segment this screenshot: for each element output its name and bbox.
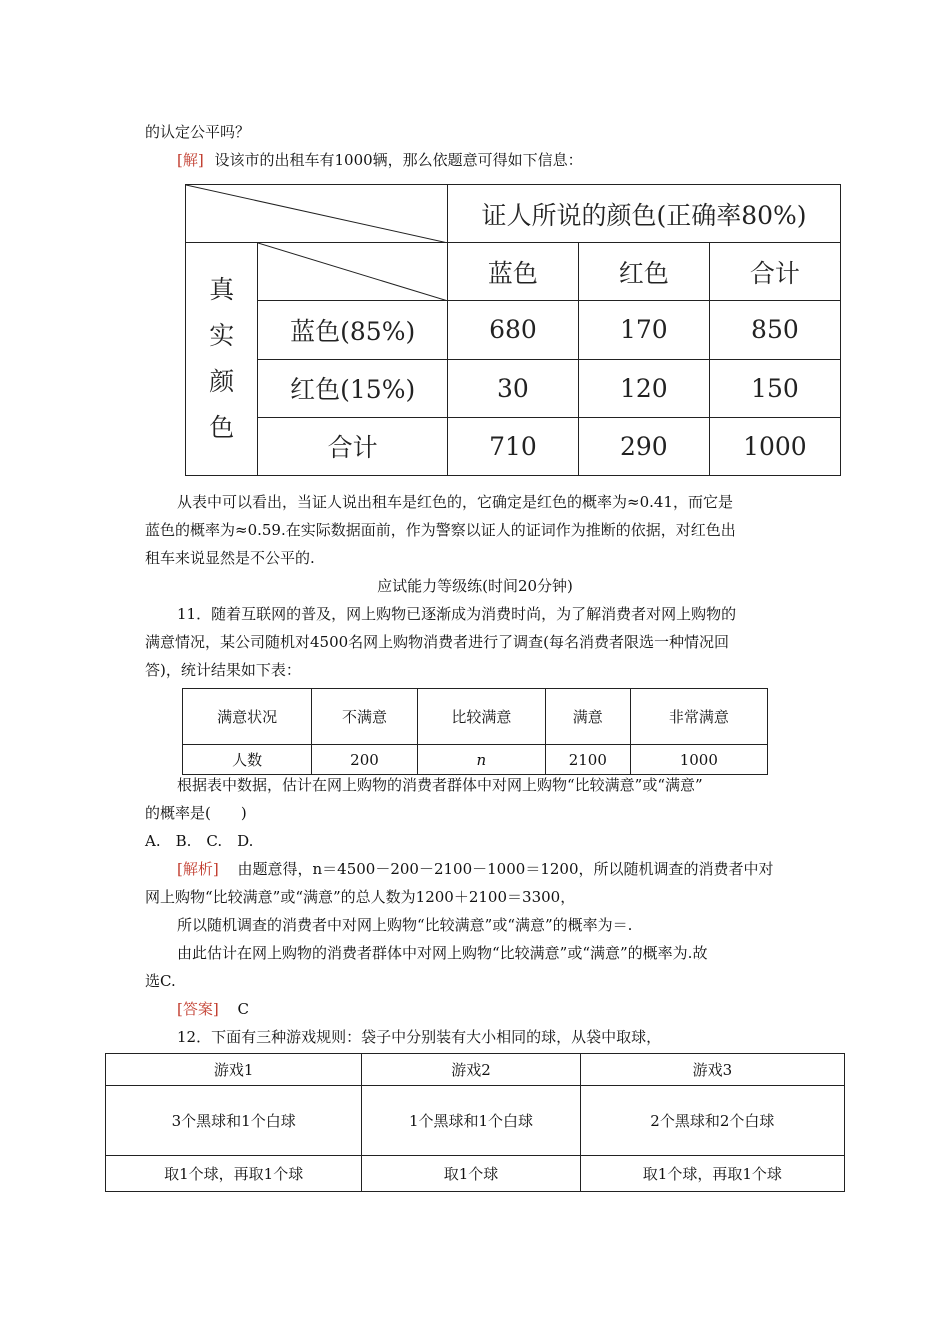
analysis-line [177, 859, 774, 879]
cell: 1000 [709, 417, 840, 475]
satisfaction-table [182, 688, 768, 775]
cell: 人数 [183, 745, 312, 775]
cell: 120 [578, 359, 709, 417]
cell: 200 [312, 745, 417, 775]
table1-inner-diagonal [258, 243, 448, 301]
table2-header: 不满意 [312, 689, 417, 745]
row-label: 蓝色(85%) [258, 301, 448, 359]
cell: 2个黑球和2个白球 [580, 1086, 844, 1156]
table-row [186, 301, 841, 359]
cell: 取1个球 [362, 1156, 580, 1192]
table2-header: 非常满意 [630, 689, 767, 745]
table2-header: 满意 [545, 689, 630, 745]
cell: 850 [709, 301, 840, 359]
cell: 170 [578, 301, 709, 359]
side-char: 颜 [209, 367, 235, 397]
text-line: 选C. [145, 972, 176, 990]
game-rules-table [105, 1053, 845, 1192]
table2-header: 比较满意 [417, 689, 545, 745]
solution-text: 设该市的出租车有1000辆，那么依题意可得如下信息： [214, 151, 583, 169]
taxi-color-table [185, 184, 841, 476]
table1-header: 证人所说的颜色(正确率80%) [447, 185, 840, 243]
table-row [106, 1156, 845, 1192]
cell: n [417, 745, 545, 775]
text-line: 租车来说显然是不公平的. [145, 549, 315, 567]
side-char: 实 [209, 321, 235, 351]
text-line: 网上购物“比较满意”或“满意”的总人数为1200＋2100＝3300， [145, 888, 576, 906]
text-line: 的概率是( ) [145, 804, 247, 822]
cell: 1个黑球和1个白球 [362, 1086, 580, 1156]
row-label: 合计 [258, 417, 448, 475]
answer-value: C [237, 1000, 249, 1018]
table-row [186, 417, 841, 475]
text-line: 由此估计在网上购物的消费者群体中对网上购物“比较满意”或“满意”的概率为.故 [177, 944, 708, 962]
table-row [183, 745, 768, 775]
text-line: 从表中可以看出，当证人说出租车是红色的，它确定是红色的概率为≈0.41，而它是 [177, 493, 733, 511]
cell: 710 [447, 417, 578, 475]
table3-header: 游戏1 [106, 1054, 362, 1086]
table-row [106, 1086, 845, 1156]
cell: 150 [709, 359, 840, 417]
analysis-tag: [解析] [177, 860, 219, 878]
text-line: 的认定公平吗？ [145, 123, 251, 141]
table1-col-header: 蓝色 [447, 243, 578, 301]
text-line: 蓝色的概率为≈0.59.在实际数据面前，作为警察以证人的证词作为推断的依据，对红色出 [145, 521, 736, 539]
table1-side-label [186, 243, 258, 476]
answer-line [177, 999, 249, 1019]
table3-header: 游戏2 [362, 1054, 580, 1086]
text-line: 满意情况，某公司随机对4500名网上购物消费者进行了调查(每名消费者限选一种情况回 [145, 633, 730, 651]
answer-tag: [答案] [177, 1000, 219, 1018]
table2-header: 满意状况 [183, 689, 312, 745]
cell: 30 [447, 359, 578, 417]
analysis-text: 由题意得，n＝4500－200－2100－1000＝1200，所以随机调查的消费者中对 [237, 860, 774, 878]
table1-col-header: 合计 [709, 243, 840, 301]
text-line: 11．随着互联网的普及，网上购物已逐渐成为消费时尚，为了解消费者对网上购物的 [177, 605, 737, 623]
table1-corner-diagonal [186, 185, 448, 243]
cell: 取1个球，再取1个球 [106, 1156, 362, 1192]
solution-line [177, 150, 583, 170]
text-line: 所以随机调查的消费者中对网上购物“比较满意”或“满意”的概率为＝. [177, 916, 633, 934]
cell: 取1个球，再取1个球 [580, 1156, 844, 1192]
answer-options: A. B. C. D. [145, 832, 254, 850]
solution-tag: [解] [177, 151, 204, 169]
table-row [186, 359, 841, 417]
text-line: 12．下面有三种游戏规则：袋子中分别装有大小相同的球，从袋中取球， [177, 1028, 662, 1046]
cell: 290 [578, 417, 709, 475]
cell: 3个黑球和1个白球 [106, 1086, 362, 1156]
cell: 1000 [630, 745, 767, 775]
side-char: 色 [209, 413, 235, 443]
side-char: 真 [209, 275, 235, 305]
table3-header: 游戏3 [580, 1054, 844, 1086]
section-title: 应试能力等级练(时间20分钟) [377, 577, 573, 595]
text-line: 根据表中数据，估计在网上购物的消费者群体中对网上购物“比较满意”或“满意” [177, 776, 703, 794]
cell: 2100 [545, 745, 630, 775]
text-line: 答)，统计结果如下表： [145, 661, 301, 679]
table1-col-header: 红色 [578, 243, 709, 301]
cell: 680 [447, 301, 578, 359]
row-label: 红色(15%) [258, 359, 448, 417]
